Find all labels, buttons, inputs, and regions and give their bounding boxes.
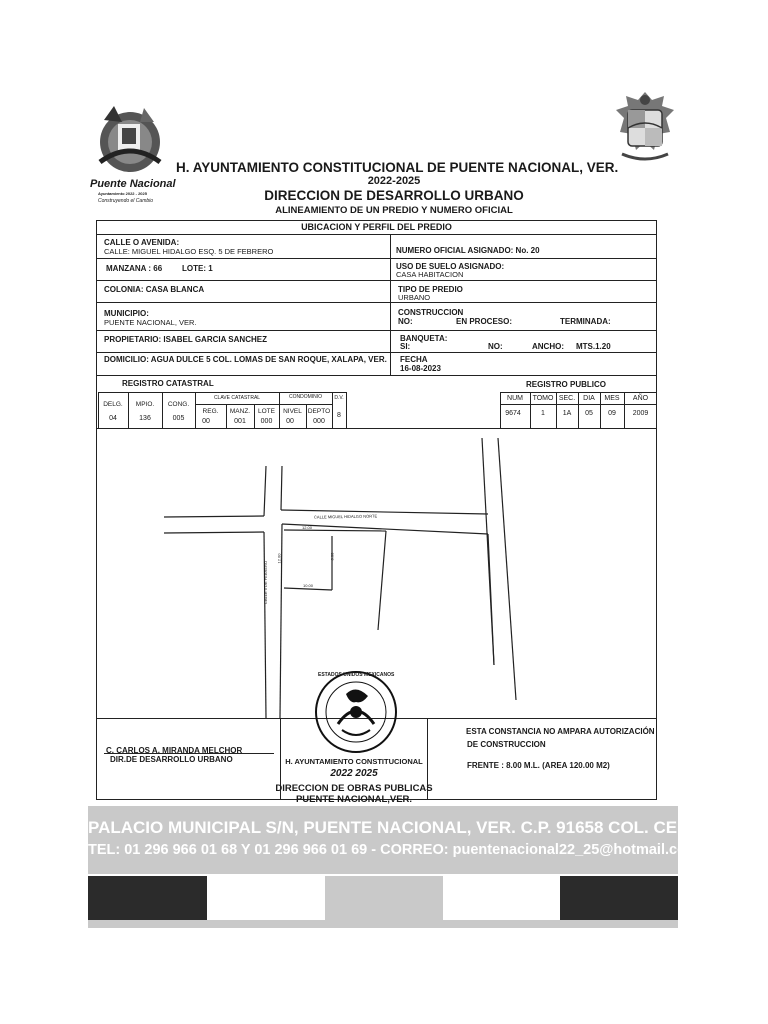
dim-label-a: 12.00 xyxy=(302,525,313,530)
banqueta-label: BANQUETA: xyxy=(400,334,448,343)
registro-catastral-title: REGISTRO CATASTRAL xyxy=(122,379,214,388)
dim-label-b: 10.00 xyxy=(303,583,314,588)
footer-contact: TEL: 01 296 966 01 68 Y 01 296 966 01 69 - CORREO: puentenacional22_25@hotmail.com xyxy=(88,842,699,858)
header-subtitle: ALINEAMIENTO DE UN PREDIO Y NUMERO OFICIAL xyxy=(275,205,513,216)
footer-address: PALACIO MUNICIPAL S/N, PUENTE NACIONAL, VER. C.P. 91658 COL. CENTRO xyxy=(88,818,726,837)
rp-header-num: NUM xyxy=(507,395,523,402)
footer-strip-gray xyxy=(325,876,443,920)
propietario: PROPIETARIO: ISABEL GARCIA SANCHEZ xyxy=(104,335,267,344)
manzana: MANZANA : 66 xyxy=(106,264,163,273)
cat-val-dv: 8 xyxy=(337,412,341,419)
cat-value-cong: 005 xyxy=(172,415,185,422)
rp-value-sec: 1A xyxy=(562,410,572,417)
uso-suelo-value: CASA HABITACION xyxy=(396,270,464,279)
cat-sub-depto: DEPTO xyxy=(307,408,331,415)
logo-tagline: Ayuntamiento 2022 - 2025 xyxy=(98,191,147,196)
clave-catastral-label: CLAVE CATASTRAL xyxy=(213,395,261,401)
section-title: UBICACION Y PERFIL DEL PREDIO xyxy=(301,222,452,232)
banqueta-ancho: ANCHO: xyxy=(532,342,564,351)
uso-suelo-label: USO DE SUELO ASIGNADO: xyxy=(396,262,505,271)
header-direction: DIRECCION DE DESARROLLO URBANO xyxy=(264,188,524,203)
fecha-value: 16-08-2023 xyxy=(400,364,441,373)
banqueta-no: NO: xyxy=(488,342,503,351)
stamp-line1: H. AYUNTAMIENTO CONSTITUCIONAL xyxy=(285,757,423,766)
banqueta-si: SI: xyxy=(400,342,411,351)
domicilio: DOMICILIO: AGUA DULCE 5 COL. LOMAS DE SAN ROQUE, XALAPA, VER. xyxy=(104,355,387,364)
dim-label-d: 12.00 xyxy=(276,553,282,564)
tipo-predio-label: TIPO DE PREDIO xyxy=(398,285,463,294)
calle-label: CALLE O AVENIDA: xyxy=(104,238,180,247)
registro-publico-title: REGISTRO PUBLICO xyxy=(526,380,607,389)
cat-value-mpio: 136 xyxy=(139,415,151,422)
footer-strip-bottom xyxy=(88,920,678,928)
rp-value-dia: 05 xyxy=(585,410,593,417)
rp-header-mes: MES xyxy=(604,395,620,402)
rp-value-mes: 09 xyxy=(608,410,616,417)
cat-val-depto: 000 xyxy=(313,418,325,425)
cat-val-lote: 000 xyxy=(260,418,273,425)
rp-header-anio: AÑO xyxy=(632,395,649,402)
rp-header-dia: DIA xyxy=(583,395,595,402)
street-label-top: CALLE MIGUEL HIDALGO NORTE xyxy=(313,513,378,520)
stamp-line2: 2022 2025 xyxy=(330,768,378,779)
header-title: H. AYUNTAMIENTO CONSTITUCIONAL DE PUENTE NACIONAL, VER. xyxy=(176,160,619,175)
seal-text: ESTADOS UNIDOS MEXICANOS xyxy=(318,672,395,678)
construccion-terminada: TERMINADA: xyxy=(560,317,611,326)
lote: LOTE: 1 xyxy=(182,264,213,273)
footer-strip-white-2 xyxy=(443,876,560,920)
construccion-no: NO: xyxy=(398,317,413,326)
cat-sub-reg: REG. xyxy=(202,408,219,415)
footer-band xyxy=(88,806,726,874)
cat-sub-nivel: NIVEL xyxy=(283,408,302,415)
condominio-label: CONDOMINIO xyxy=(288,394,323,400)
cat-sub-manz: MANZ. xyxy=(229,408,251,415)
municipio-label: MUNICIPIO: xyxy=(104,309,149,318)
signer-name: C. CARLOS A. MIRANDA MELCHOR xyxy=(106,746,243,755)
numero-oficial: NUMERO OFICIAL ASIGNADO: No. 20 xyxy=(396,246,540,255)
calle-value: CALLE: MIGUEL HIDALGO ESQ. 5 DE FEBRERO xyxy=(104,247,274,256)
rp-header-tomo: TOMO xyxy=(532,395,554,402)
municipal-coat-of-arms xyxy=(608,88,682,168)
cat-header-delg: DELG. xyxy=(103,401,123,408)
street-label-left: CALLE 5 DE FEBRERO xyxy=(263,560,269,605)
stamp-line4: PUENTE NACIONAL,VER. xyxy=(295,794,413,805)
cat-header-cong: CONG. xyxy=(167,401,190,408)
header-years: 2022-2025 xyxy=(367,175,421,187)
signer-role: DIR.DE DESARROLLO URBANO xyxy=(110,755,233,764)
official-seal xyxy=(312,668,400,756)
cat-header-mpio: MPIO. xyxy=(135,401,155,408)
rp-value-tomo: 1 xyxy=(541,410,545,417)
banqueta-mts: MTS.1.20 xyxy=(576,342,611,351)
notice-line1: ESTA CONSTANCIA NO AMPARA AUTORIZACIÓN xyxy=(466,727,655,736)
tipo-predio-value: URBANO xyxy=(398,293,431,302)
rp-header-sec: SEC. xyxy=(558,395,576,402)
logo-text: Puente Nacional xyxy=(90,178,176,190)
cat-val-nivel: 00 xyxy=(286,418,294,425)
rp-value-num: 9674 xyxy=(505,410,521,417)
notice-frente: FRENTE : 8.00 M.L. (AREA 120.00 M2) xyxy=(467,761,610,770)
cat-val-reg: 00 xyxy=(202,418,210,425)
notice-line2: DE CONSTRUCCION xyxy=(467,740,546,749)
cat-value-delg: 04 xyxy=(109,415,117,422)
colonia: COLONIA: CASA BLANCA xyxy=(104,285,205,294)
footer-strip-white-1 xyxy=(207,876,325,920)
cat-val-manz: 001 xyxy=(234,418,246,425)
footer-strip-dark-2 xyxy=(560,876,678,920)
stamp-line3: DIRECCION DE OBRAS PUBLICAS xyxy=(275,783,433,794)
rp-value-anio: 2009 xyxy=(632,410,649,417)
fecha-label: FECHA xyxy=(400,355,428,364)
construccion-proceso: EN PROCESO: xyxy=(456,317,513,326)
footer-strip-dark-1 xyxy=(88,876,207,920)
cat-sub-lote: LOTE xyxy=(258,408,275,415)
municipio-value: PUENTE NACIONAL, VER. xyxy=(104,318,197,327)
dv-label: D.V. xyxy=(334,395,344,401)
logo-slogan: Construyendo el Cambio xyxy=(98,198,154,204)
dim-label-c: 8.00 xyxy=(329,552,335,561)
construccion-label: CONSTRUCCION xyxy=(398,308,464,317)
